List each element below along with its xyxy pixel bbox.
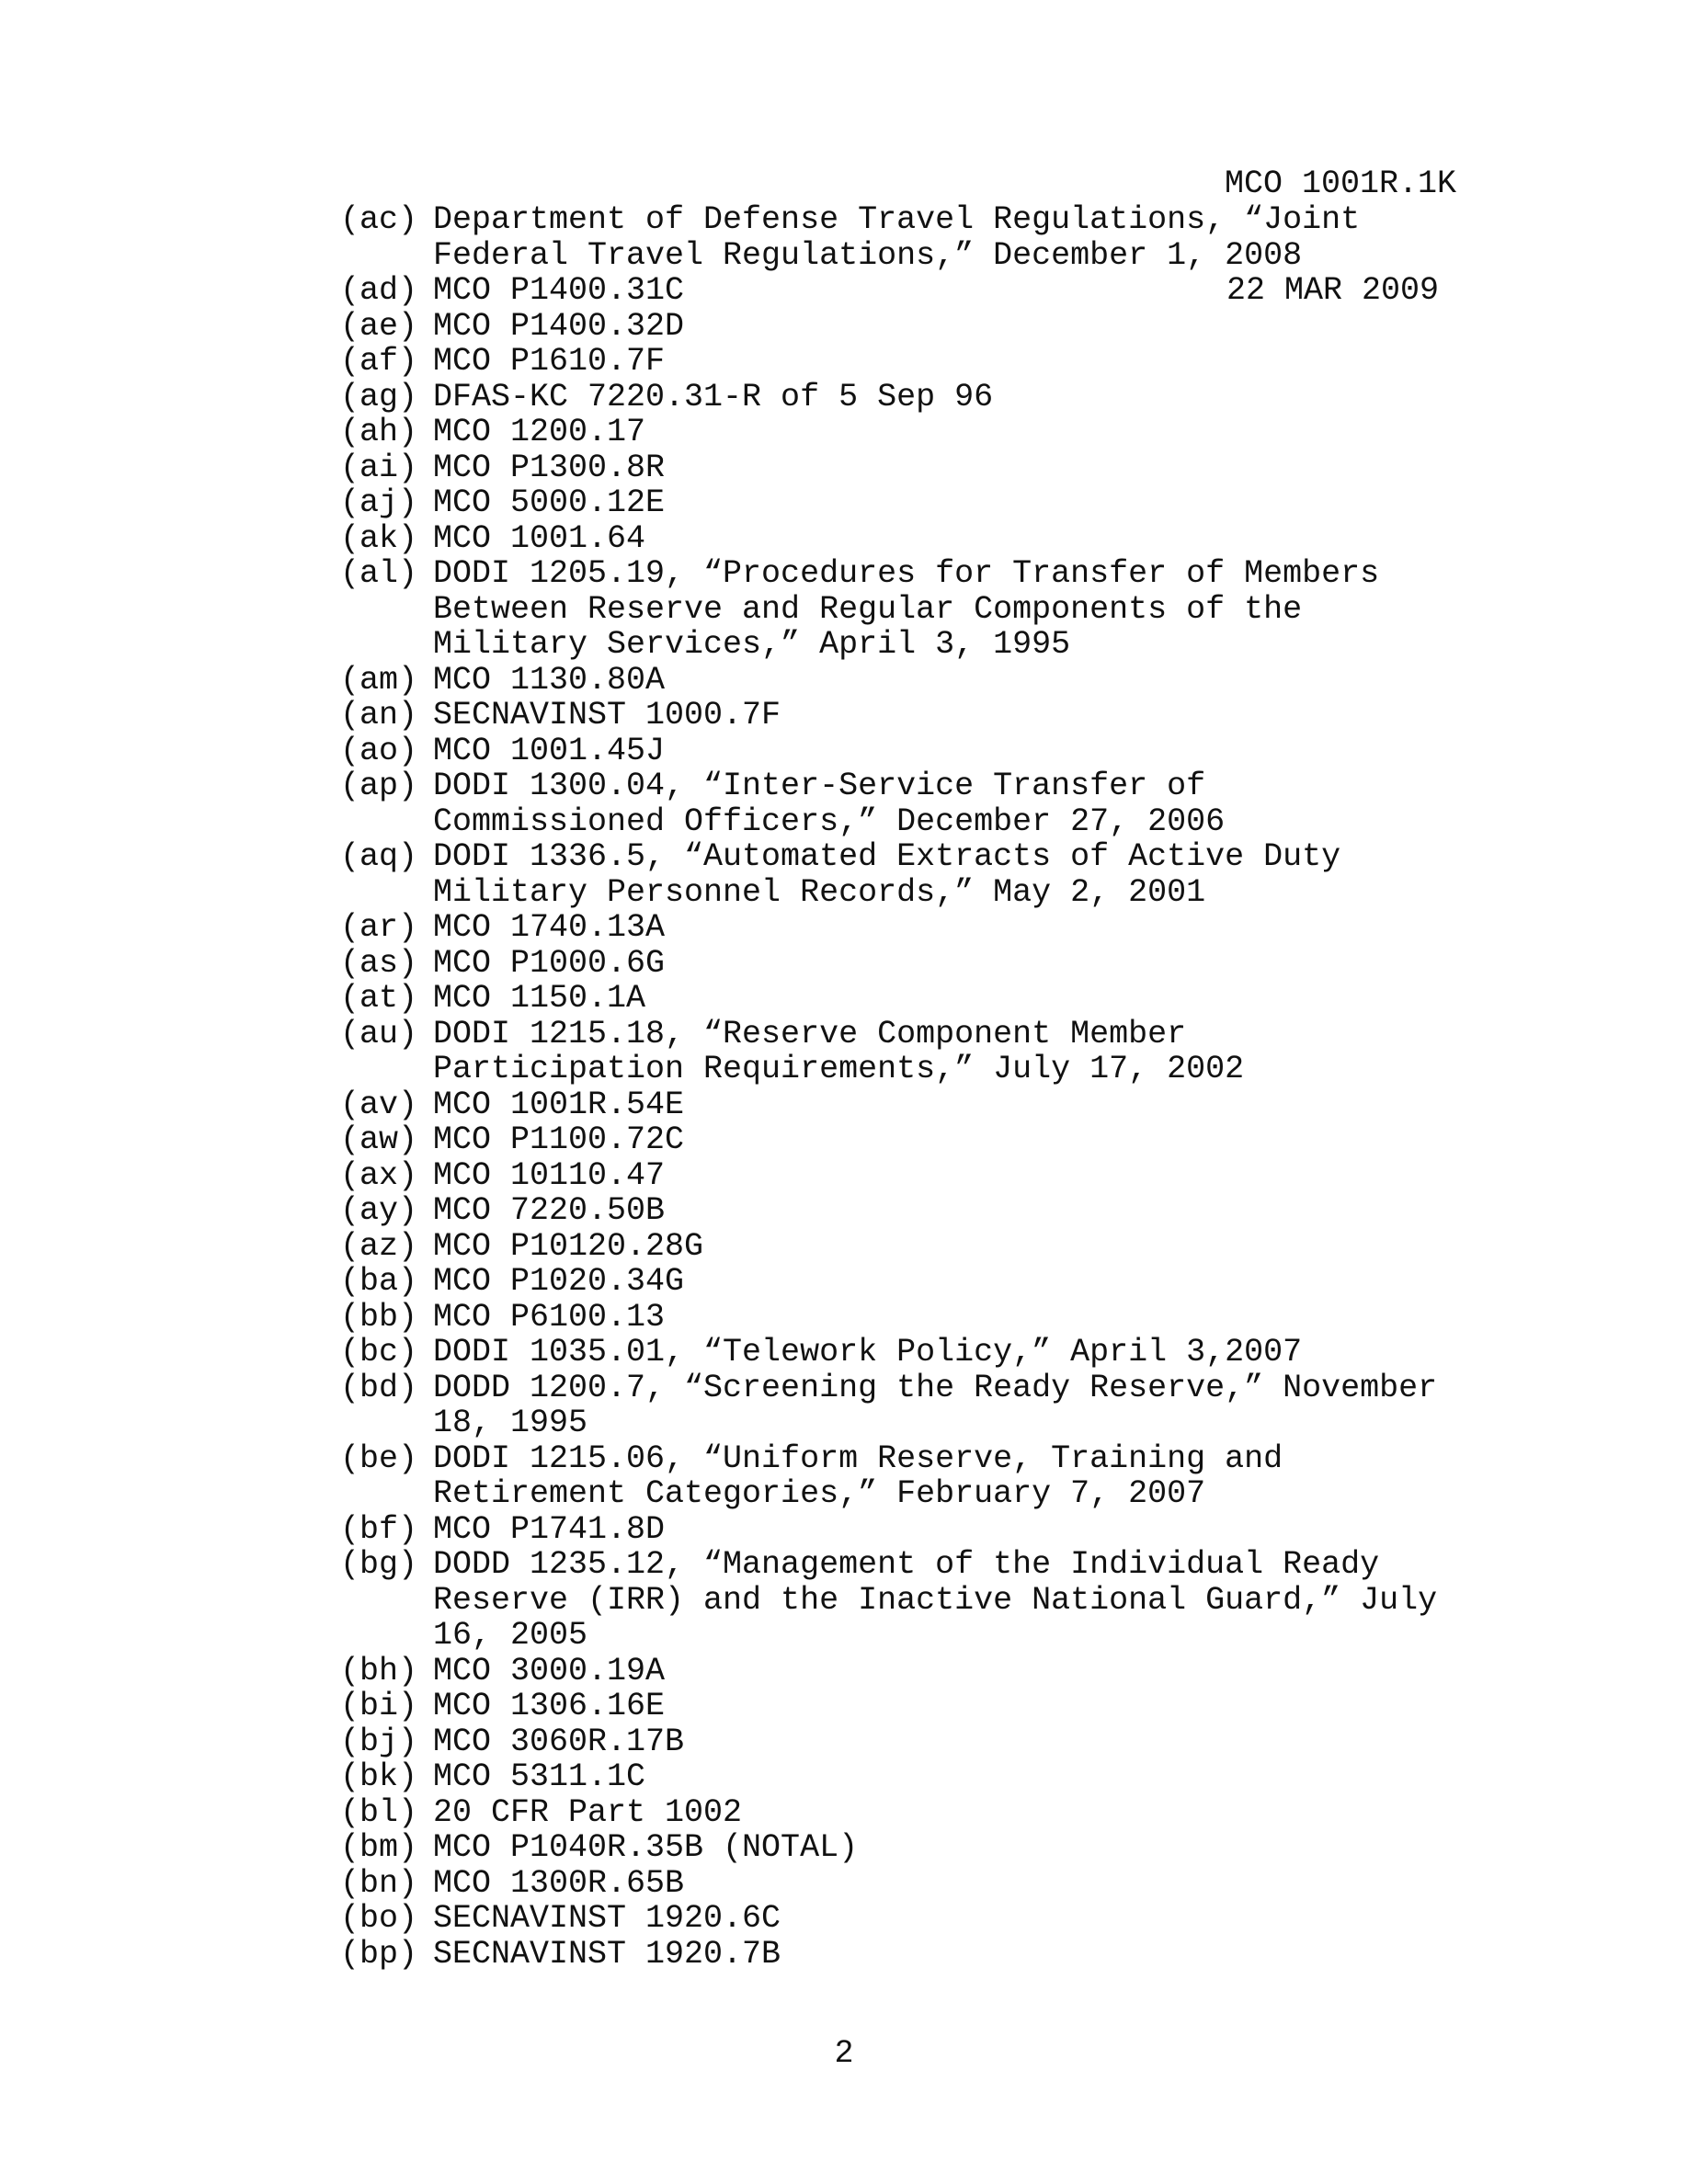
- reference-label: (bg): [340, 1546, 418, 1583]
- reference-item: [340, 839, 1535, 910]
- reference-label: (ag): [340, 378, 418, 415]
- reference-item: [340, 663, 1535, 699]
- reference-text: MCO 5311.1C: [433, 1758, 646, 1795]
- reference-text: SECNAVINST 1920.7B: [433, 1935, 781, 1973]
- reference-item: [340, 450, 1535, 486]
- reference-label: (ad): [340, 272, 418, 309]
- reference-label: (bb): [340, 1298, 418, 1336]
- reference-text: MCO 1150.1A: [433, 980, 646, 1017]
- reference-label: (ar): [340, 909, 418, 946]
- reference-label: (bp): [340, 1935, 418, 1973]
- reference-text: MCO P1020.34G: [433, 1263, 685, 1300]
- reference-item: [340, 1654, 1535, 1689]
- reference-label: (am): [340, 661, 418, 699]
- reference-item: [340, 1193, 1535, 1229]
- reference-label: (bo): [340, 1900, 418, 1937]
- reference-text: MCO P1000.6G: [433, 944, 666, 982]
- reference-item: [340, 1371, 1535, 1441]
- page-number: 2: [834, 2035, 854, 2072]
- reference-text: MCO P1100.72C: [433, 1121, 685, 1158]
- reference-text: DFAS-KC 7220.31-R of 5 Sep 96: [433, 378, 994, 415]
- reference-item: [340, 1759, 1535, 1795]
- reference-label: (ae): [340, 307, 418, 345]
- reference-text: MCO P1040R.35B (NOTAL): [433, 1829, 859, 1866]
- reference-item: [340, 202, 1535, 273]
- reference-item: [340, 768, 1535, 839]
- reference-label: (al): [340, 555, 418, 592]
- reference-label: (bf): [340, 1510, 418, 1548]
- reference-text: DODD 1200.7, “Screening the Ready Reserve,” November 18, 1995: [433, 1369, 1438, 1441]
- reference-item: [340, 1689, 1535, 1724]
- reference-label: (ba): [340, 1263, 418, 1300]
- reference-text: MCO 3000.19A: [433, 1652, 666, 1689]
- reference-list: [340, 202, 1535, 1972]
- reference-text: MCO P1300.8R: [433, 449, 666, 486]
- reference-label: (ap): [340, 768, 418, 804]
- reference-item: [340, 309, 1535, 345]
- reference-item: [340, 556, 1535, 663]
- reference-label: (bh): [340, 1652, 418, 1689]
- reference-label: (bn): [340, 1864, 418, 1902]
- reference-label: (bl): [340, 1793, 418, 1831]
- reference-text: MCO P1400.31C: [433, 272, 685, 309]
- reference-item: [340, 1830, 1535, 1866]
- reference-item: [340, 485, 1535, 521]
- reference-label: (ax): [340, 1156, 418, 1194]
- reference-item: [340, 910, 1535, 946]
- reference-text: MCO 10110.47: [433, 1156, 666, 1194]
- reference-text: DODI 1215.06, “Uniform Reserve, Training and Retirement Categories,” February 7, 2007: [433, 1439, 1283, 1512]
- reference-label: (ak): [340, 519, 418, 557]
- reference-text: DODI 1035.01, “Telework Policy,” April 3,2007: [433, 1334, 1303, 1371]
- reference-label: (at): [340, 980, 418, 1017]
- reference-label: (ah): [340, 414, 418, 450]
- reference-item: [340, 1901, 1535, 1937]
- reference-text: DODI 1300.04, “Inter-Service Transfer of Commissioned Officers,” December 27, 2006: [433, 768, 1226, 840]
- reference-item: [340, 1937, 1535, 1973]
- reference-label: (az): [340, 1227, 418, 1265]
- reference-item: [340, 1441, 1535, 1512]
- reference-item: [340, 380, 1535, 415]
- reference-item: [340, 1547, 1535, 1654]
- reference-label: (an): [340, 697, 418, 734]
- reference-text: MCO 5000.12E: [433, 484, 666, 521]
- reference-text: MCO P1610.7F: [433, 343, 666, 380]
- reference-label: (bm): [340, 1829, 418, 1866]
- reference-text: MCO 1300R.65B: [433, 1864, 685, 1902]
- reference-label: (be): [340, 1439, 418, 1477]
- document-date: 22 MAR 2009: [1226, 271, 1440, 309]
- reference-item: [340, 521, 1535, 557]
- reference-item: [340, 1087, 1535, 1123]
- reference-item: [340, 981, 1535, 1017]
- reference-text: MCO 1001.45J: [433, 732, 666, 769]
- reference-item: [340, 415, 1535, 450]
- reference-text: Department of Defense Travel Regulations, “Joint Federal Travel Regulations,” December 1, 2008: [433, 201, 1361, 274]
- reference-item: [340, 946, 1535, 982]
- reference-text: MCO 1200.17: [433, 414, 646, 450]
- reference-item: [340, 1335, 1535, 1371]
- document-number: MCO 1001R.1K: [1225, 165, 1457, 202]
- reference-item: [340, 1866, 1535, 1902]
- reference-label: (bc): [340, 1334, 418, 1371]
- reference-item: [340, 1724, 1535, 1760]
- reference-label: (au): [340, 1015, 418, 1052]
- reference-label: (aw): [340, 1121, 418, 1158]
- reference-label: (as): [340, 944, 418, 982]
- reference-text: MCO 3060R.17B: [433, 1723, 685, 1760]
- reference-text: MCO P10120.28G: [433, 1227, 704, 1265]
- reference-text: MCO P1741.8D: [433, 1510, 666, 1548]
- reference-item: [340, 1229, 1535, 1265]
- reference-text: 20 CFR Part 1002: [433, 1793, 743, 1831]
- reference-text: DODI 1336.5, “Automated Extracts of Active Duty Military Personnel Records,” May 2, 2001: [433, 838, 1341, 911]
- reference-text: MCO P6100.13: [433, 1298, 666, 1336]
- reference-text: MCO 1306.16E: [433, 1688, 666, 1724]
- reference-label: (bj): [340, 1723, 418, 1760]
- reference-label: (bi): [340, 1688, 418, 1724]
- reference-label: (aj): [340, 484, 418, 521]
- reference-label: (ao): [340, 732, 418, 769]
- reference-text: MCO 1130.80A: [433, 661, 666, 699]
- reference-text: MCO 7220.50B: [433, 1192, 666, 1229]
- reference-text: SECNAVINST 1000.7F: [433, 697, 781, 734]
- reference-label: (ai): [340, 449, 418, 486]
- reference-text: MCO P1400.32D: [433, 307, 685, 345]
- reference-text: DODI 1215.18, “Reserve Component Member Participation Requirements,” July 17, 2002: [433, 1015, 1245, 1087]
- reference-label: (bk): [340, 1758, 418, 1795]
- reference-text: MCO 1001.64: [433, 519, 646, 557]
- reference-label: (bd): [340, 1369, 418, 1406]
- reference-text: MCO 1740.13A: [433, 909, 666, 946]
- reference-item: [340, 734, 1535, 769]
- reference-text: MCO 1001R.54E: [433, 1086, 685, 1123]
- reference-item: [340, 1264, 1535, 1300]
- reference-text: DODD 1235.12, “Management of the Individual Ready Reserve (IRR) and the Inactive National Guard,” July 16, 2005: [433, 1546, 1438, 1654]
- reference-label: (ay): [340, 1192, 418, 1229]
- reference-label: (af): [340, 343, 418, 380]
- reference-item: [340, 1158, 1535, 1194]
- reference-item: [340, 273, 1535, 309]
- reference-label: (av): [340, 1086, 418, 1123]
- reference-item: [340, 698, 1535, 734]
- reference-item: [340, 1300, 1535, 1336]
- reference-text: DODI 1205.19, “Procedures for Transfer of Members Between Reserve and Regular Components of the Military Services,” April 3, 1995: [433, 555, 1380, 663]
- reference-item: [340, 1795, 1535, 1831]
- reference-item: [340, 344, 1535, 380]
- reference-item: [340, 1512, 1535, 1548]
- reference-item: [340, 1017, 1535, 1087]
- reference-label: (aq): [340, 838, 418, 875]
- reference-label: (ac): [340, 201, 418, 238]
- reference-text: SECNAVINST 1920.6C: [433, 1900, 781, 1937]
- reference-item: [340, 1122, 1535, 1158]
